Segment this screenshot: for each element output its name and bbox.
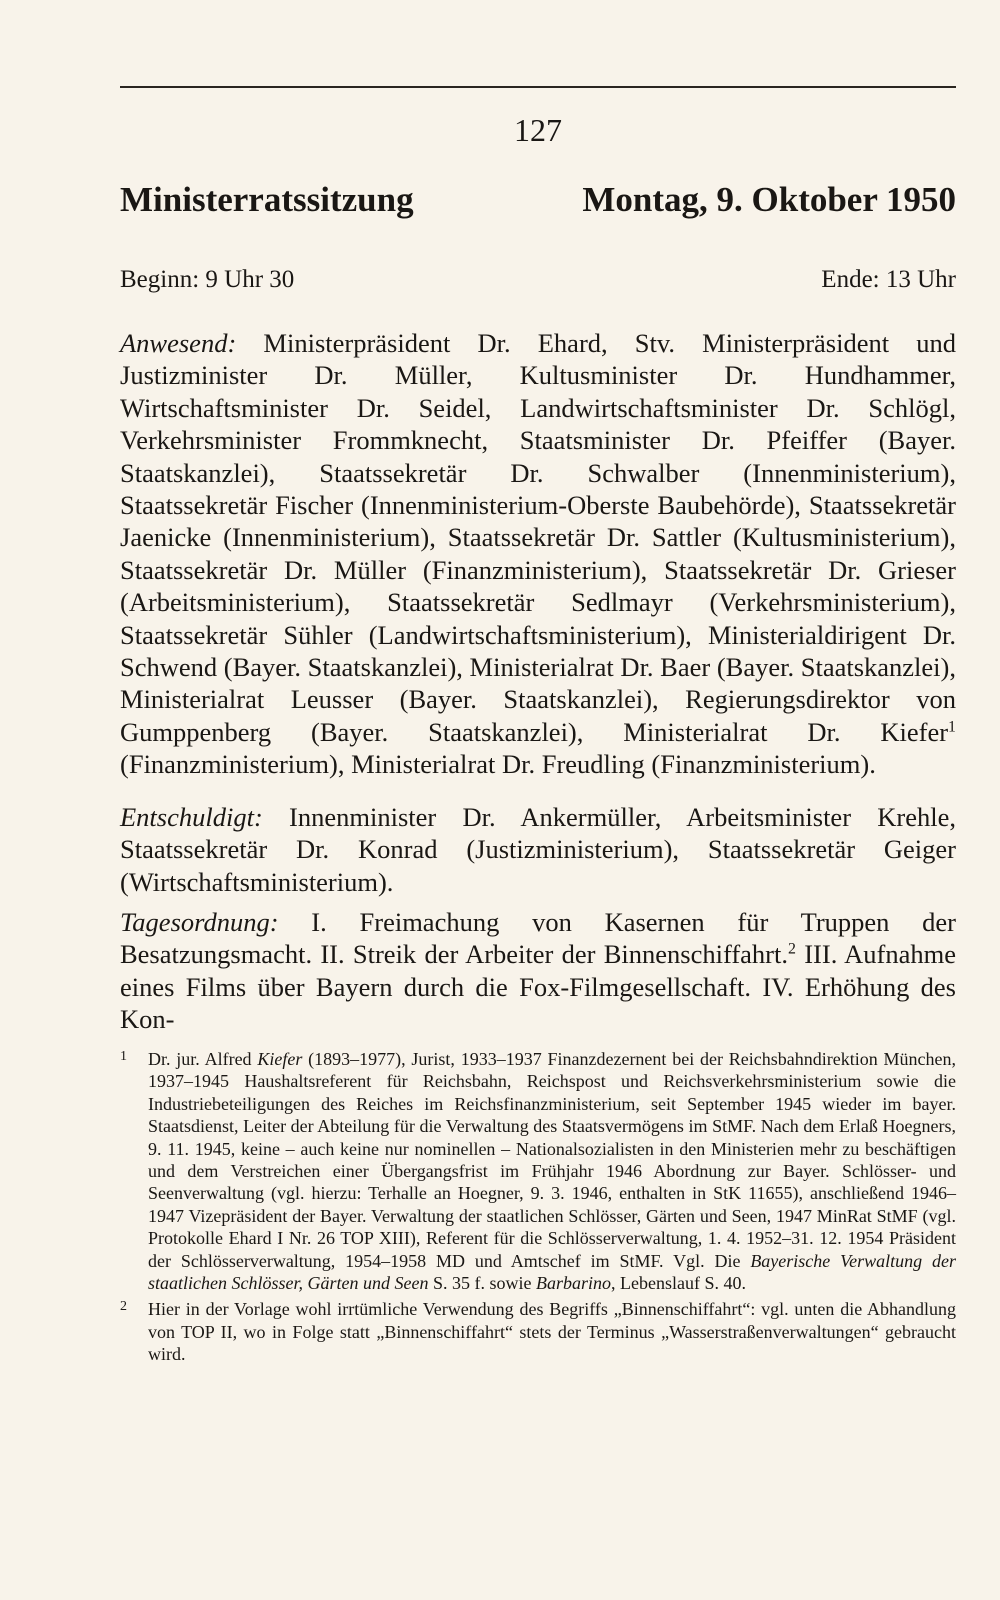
footnote-1-mark: 1	[120, 1049, 127, 1064]
session-title: Ministerratssitzung	[120, 180, 414, 219]
page-number: 127	[514, 112, 562, 148]
footnote-1	[120, 1048, 956, 1294]
footnote-1-work-title: Bayerische Verwaltung der staatlichen Schlösser, Gärten und Seen	[148, 1250, 956, 1294]
footnote-2	[120, 1298, 956, 1365]
session-date: Montag, 9. Oktober 1950	[582, 180, 956, 219]
footnote-1-text: Dr. jur. Alfred	[148, 1049, 258, 1069]
attendance-label: Anwesend:	[120, 328, 237, 358]
agenda-label: Tagesordnung:	[120, 907, 279, 937]
agenda-text: I. Freimachung von Kasernen für Truppen der Besatzungsmacht. II. Streik der Arbeiter der Binnenschiffahrt.	[120, 907, 956, 970]
attendance-paragraph	[120, 327, 956, 781]
footnote-ref-1: 1	[948, 718, 956, 736]
attendance-text: Ministerpräsident Dr. Ehard, Stv. Ministerpräsident und Justizminister Dr. Müller, Kultusminister Dr. Hundhammer, Wirtschaftsminister Dr. Seidel, Landwirtschaftsminister Dr. Schlögl, Verkehrsminister Frommknecht, Staatsminister Dr. Pfeiffer (Bayer. Staatskanzlei), Staatssekretär Dr. Schwalber (Innenministerium), Staatssekretär Fischer (Innenministerium-Oberste Baubehörde), Staatssekretär Jaenicke (Innenministerium), Staatssekretär Dr. Sattler (Kultusministerium), Staatssekretär Dr. Müller (Finanzministerium), Staatssekretär Dr. Grieser (Arbeitsministerium), Staatssekretär Sedlmayr (Verkehrsministerium), Staatssekretär Sühler (Landwirtschaftsministerium), Ministerialdirigent Dr. Schwend (Bayer. Staatskanzlei), Ministerialrat Dr. Baer (Bayer. Staatskanzlei), Ministerialrat Leusser (Bayer. Staatskanzlei), Regierungsdirektor von Gumppenberg (Bayer. Staatskanzlei), Ministerialrat Dr. Kiefer	[120, 328, 956, 747]
start-time: Beginn: 9 Uhr 30	[120, 266, 295, 293]
attendance-text-end: (Finanzministerium), Ministerialrat Dr. Freudling (Finanzministerium).	[120, 749, 876, 780]
excused-label: Entschuldigt:	[120, 802, 263, 832]
session-header	[120, 180, 956, 220]
session-times	[120, 266, 956, 294]
footnote-1-author: Barbarino	[535, 1273, 611, 1294]
footnote-1-text-cont: (1893–1977), Jurist, 1933–1937 Finanzdezernent bei der Reichsbahndirektion München, 1937–1945 Haushaltsreferent für Reichsbahn, Reichspost und Reichsverkehrsministerium sowie die Industriebeteiligungen des Reiches im Reichsfinanzministerium, seit September 1945 wieder im bayer. Staatsdienst, Leiter der Abteilung für die Verwaltung des Staatsvermögens im StMF. Nach dem Erlaß Hoegners, 9. 11. 1945, keine – auch keine nur nominellen – Nationalsozialisten in den Ministerien mehr zu beschäftigen und dem Verstreichen einer Übergangsfrist im Frühjahr 1946 Abordnung zur Bayer. Schlösser- und Seenverwaltung (vgl. hierzu: Terhalle an Hoegner, 9. 3. 1946, enthalten in StK 11655), anschließend 1946–1947 Vizepräsident der Bayer. Verwaltung der staatlichen Schlösser, Gärten und Seen, 1947 MinRat StMF (vgl. Protokolle Ehard I Nr. 26 TOP XIII), Referent für die Schlösserverwaltung, 1. 4. 1952–31. 12. 1954 Präsident der Schlösserverwaltung, 1954–1958 MD und Amtschef im StMF. Vgl. Die	[148, 1049, 956, 1271]
footnote-2-text: Hier in der Vorlage wohl irrtümliche Verwendung des Begriffs „Binnenschiffahrt“: vgl. unten die Abhandlung von TOP II, wo in Folge statt „Binnenschiffahrt“ stets der Terminus „Wasserstraßenverwaltungen“ gebraucht wird.	[148, 1299, 956, 1365]
footnote-1-text-end: , Lebenslauf S. 40.	[610, 1273, 746, 1294]
header-rule	[120, 86, 956, 88]
footnotes	[120, 1048, 956, 1370]
excused-text: Innenminister Dr. Ankermüller, Arbeitsminister Krehle, Staatssekretär Dr. Konrad (Justizministerium), Staatssekretär Geiger (Wirtschaftsministerium).	[120, 802, 956, 897]
agenda-paragraph	[120, 906, 956, 1036]
excused-paragraph	[120, 801, 956, 898]
footnote-1-text-cont2: S. 35 f. sowie	[428, 1273, 536, 1294]
end-time: Ende: 13 Uhr	[821, 266, 956, 293]
footnote-2-mark: 2	[120, 1299, 127, 1315]
agenda-text-end: III. Aufnahme eines Films über Bayern durch die Fox-Filmgesellschaft. IV. Erhöhung des Kon-	[120, 939, 956, 1035]
footnote-ref-2: 2	[788, 940, 796, 958]
footnote-1-name: Kiefer	[257, 1049, 303, 1069]
